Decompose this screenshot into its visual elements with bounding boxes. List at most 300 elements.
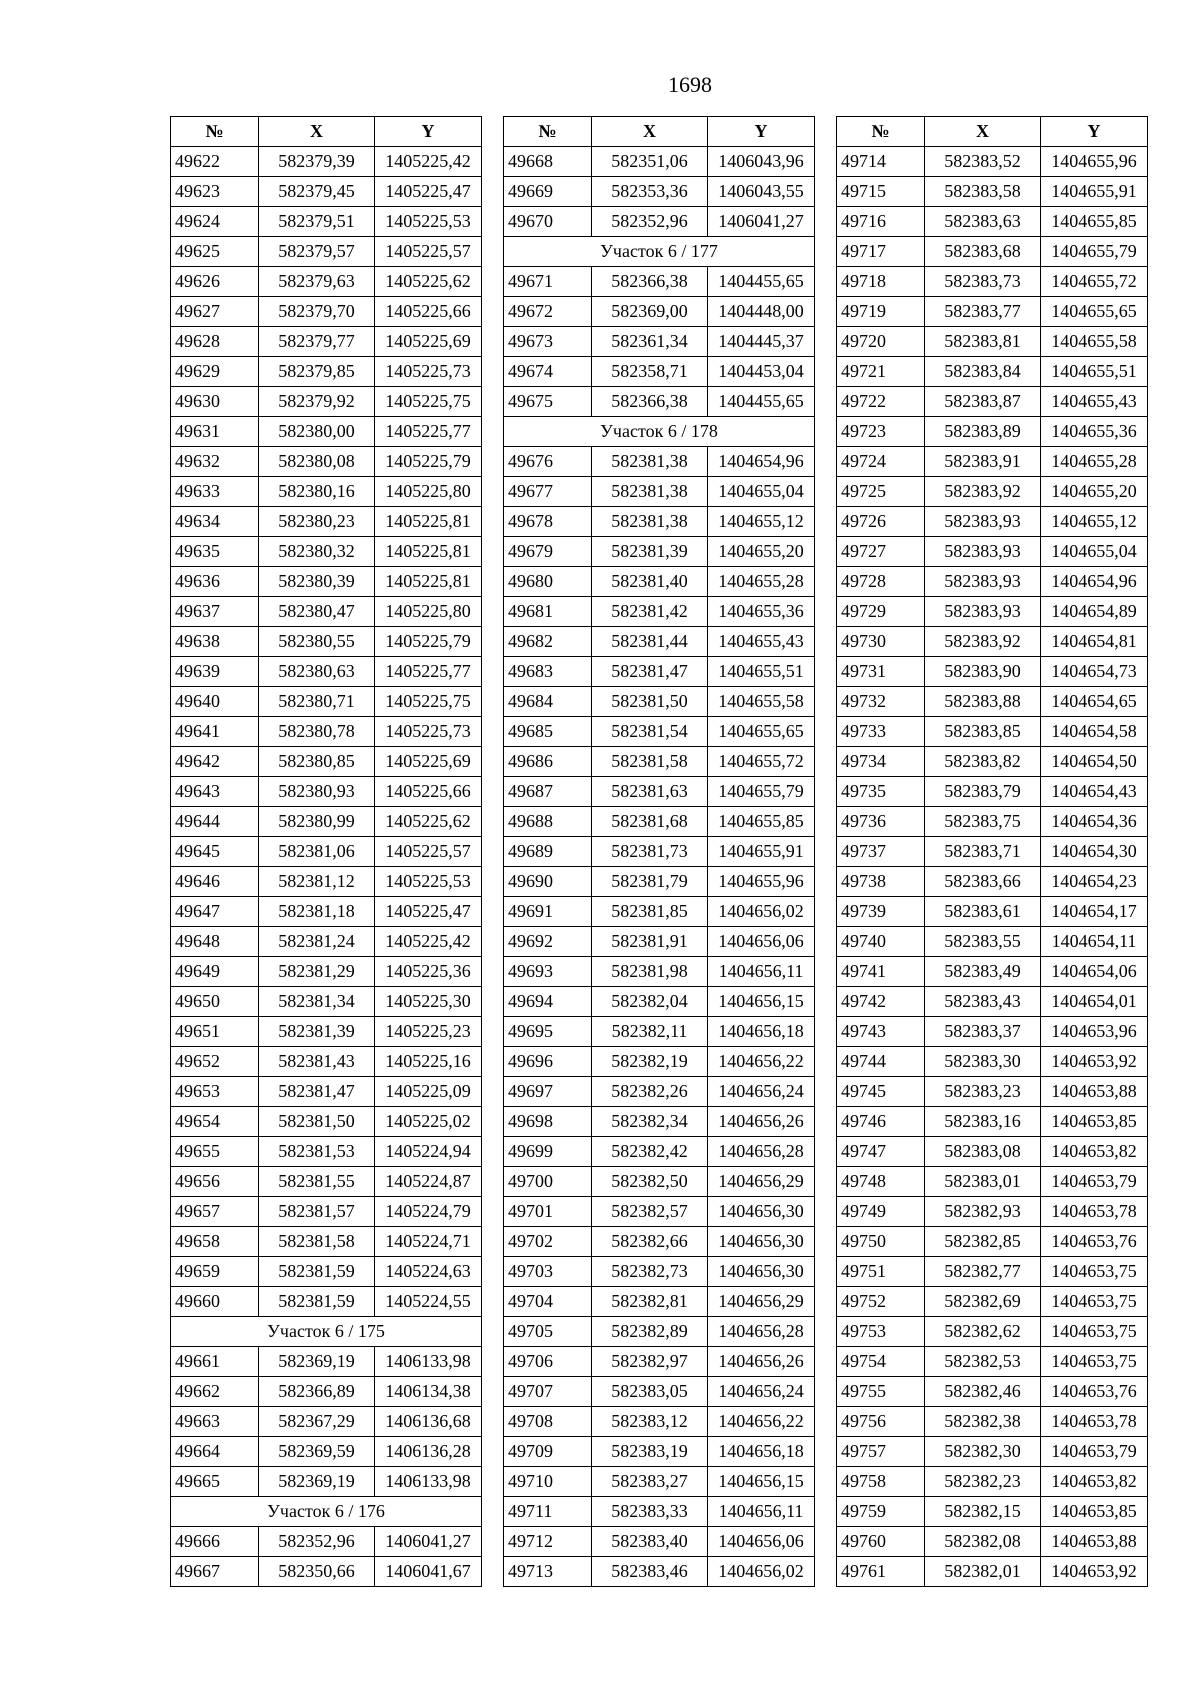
point-number: 49644 — [171, 807, 259, 837]
table-row — [837, 1407, 1148, 1437]
y-coordinate: 1404656,29 — [708, 1167, 815, 1197]
table-row — [837, 297, 1148, 327]
table-row — [837, 327, 1148, 357]
y-coordinate: 1404655,96 — [1041, 147, 1148, 177]
y-coordinate: 1404653,78 — [1041, 1197, 1148, 1227]
table-row — [171, 867, 482, 897]
table-row — [171, 1167, 482, 1197]
table-row — [837, 447, 1148, 477]
x-coordinate: 582380,32 — [259, 537, 375, 567]
x-coordinate: 582383,85 — [925, 717, 1041, 747]
y-coordinate: 1404653,79 — [1041, 1167, 1148, 1197]
x-coordinate: 582382,73 — [592, 1257, 708, 1287]
y-coordinate: 1405225,47 — [375, 897, 482, 927]
y-coordinate: 1404654,81 — [1041, 627, 1148, 657]
x-coordinate: 582383,16 — [925, 1107, 1041, 1137]
y-coordinate: 1404655,79 — [708, 777, 815, 807]
table-row — [504, 357, 815, 387]
x-coordinate: 582383,84 — [925, 357, 1041, 387]
y-coordinate: 1404653,85 — [1041, 1107, 1148, 1137]
x-coordinate: 582382,93 — [925, 1197, 1041, 1227]
point-number: 49681 — [504, 597, 592, 627]
table-row — [171, 477, 482, 507]
y-coordinate: 1405225,77 — [375, 417, 482, 447]
y-coordinate: 1404656,18 — [708, 1017, 815, 1047]
point-number: 49684 — [504, 687, 592, 717]
table-row — [504, 717, 815, 747]
x-coordinate: 582369,00 — [592, 297, 708, 327]
table-row — [504, 1407, 815, 1437]
y-coordinate: 1405225,36 — [375, 957, 482, 987]
table-row — [171, 597, 482, 627]
table-row — [171, 1137, 482, 1167]
x-coordinate: 582383,08 — [925, 1137, 1041, 1167]
x-coordinate: 582381,53 — [259, 1137, 375, 1167]
x-coordinate: 582381,38 — [592, 447, 708, 477]
x-coordinate: 582381,63 — [592, 777, 708, 807]
y-coordinate: 1405224,63 — [375, 1257, 482, 1287]
y-coordinate: 1405225,62 — [375, 807, 482, 837]
point-number: 49699 — [504, 1137, 592, 1167]
x-coordinate: 582382,30 — [925, 1437, 1041, 1467]
point-number: 49713 — [504, 1557, 592, 1587]
coordinate-table-1 — [170, 116, 482, 1587]
y-coordinate: 1406136,68 — [375, 1407, 482, 1437]
y-coordinate: 1404655,91 — [708, 837, 815, 867]
y-coordinate: 1404654,17 — [1041, 897, 1148, 927]
table-row — [504, 1017, 815, 1047]
y-coordinate: 1404655,28 — [1041, 447, 1148, 477]
x-coordinate: 582382,01 — [925, 1557, 1041, 1587]
x-coordinate: 582382,57 — [592, 1197, 708, 1227]
y-coordinate: 1404654,11 — [1041, 927, 1148, 957]
table-row — [171, 687, 482, 717]
table-row — [504, 867, 815, 897]
y-coordinate: 1404655,12 — [1041, 507, 1148, 537]
point-number: 49749 — [837, 1197, 925, 1227]
header-number: № — [837, 117, 925, 147]
y-coordinate: 1404656,15 — [708, 987, 815, 1017]
x-coordinate: 582379,63 — [259, 267, 375, 297]
table-row — [504, 627, 815, 657]
table-row — [171, 387, 482, 417]
point-number: 49650 — [171, 987, 259, 1017]
point-number: 49739 — [837, 897, 925, 927]
table-row — [171, 1527, 482, 1557]
table-row — [171, 327, 482, 357]
y-coordinate: 1404655,79 — [1041, 237, 1148, 267]
x-coordinate: 582380,78 — [259, 717, 375, 747]
y-coordinate: 1404656,28 — [708, 1137, 815, 1167]
x-coordinate: 582382,77 — [925, 1257, 1041, 1287]
table-row — [504, 807, 815, 837]
point-number: 49755 — [837, 1377, 925, 1407]
table-row — [504, 837, 815, 867]
header-number: № — [504, 117, 592, 147]
point-number: 49642 — [171, 747, 259, 777]
point-number: 49705 — [504, 1317, 592, 1347]
y-coordinate: 1405225,57 — [375, 837, 482, 867]
point-number: 49634 — [171, 507, 259, 537]
x-coordinate: 582353,36 — [592, 177, 708, 207]
point-number: 49669 — [504, 177, 592, 207]
table-row — [504, 267, 815, 297]
point-number: 49729 — [837, 597, 925, 627]
table-row — [504, 147, 815, 177]
point-number: 49636 — [171, 567, 259, 597]
x-coordinate: 582383,92 — [925, 627, 1041, 657]
x-coordinate: 582366,38 — [592, 387, 708, 417]
point-number: 49666 — [171, 1527, 259, 1557]
table-row — [837, 537, 1148, 567]
y-coordinate: 1406133,98 — [375, 1467, 482, 1497]
x-coordinate: 582380,55 — [259, 627, 375, 657]
y-coordinate: 1404448,00 — [708, 297, 815, 327]
table-row — [504, 987, 815, 1017]
y-coordinate: 1404656,22 — [708, 1407, 815, 1437]
x-coordinate: 582381,59 — [259, 1287, 375, 1317]
point-number: 49638 — [171, 627, 259, 657]
x-coordinate: 582383,12 — [592, 1407, 708, 1437]
y-coordinate: 1404654,43 — [1041, 777, 1148, 807]
table-row — [171, 1467, 482, 1497]
y-coordinate: 1404654,73 — [1041, 657, 1148, 687]
y-coordinate: 1404655,36 — [1041, 417, 1148, 447]
x-coordinate: 582383,23 — [925, 1077, 1041, 1107]
table-row — [171, 177, 482, 207]
y-coordinate: 1404656,22 — [708, 1047, 815, 1077]
point-number: 49631 — [171, 417, 259, 447]
point-number: 49708 — [504, 1407, 592, 1437]
point-number: 49639 — [171, 657, 259, 687]
x-coordinate: 582383,93 — [925, 537, 1041, 567]
point-number: 49665 — [171, 1467, 259, 1497]
y-coordinate: 1406133,98 — [375, 1347, 482, 1377]
point-number: 49670 — [504, 207, 592, 237]
table-row — [504, 297, 815, 327]
point-number: 49714 — [837, 147, 925, 177]
y-coordinate: 1404653,75 — [1041, 1347, 1148, 1377]
point-number: 49661 — [171, 1347, 259, 1377]
table-row — [504, 1377, 815, 1407]
y-coordinate: 1404653,75 — [1041, 1287, 1148, 1317]
point-number: 49747 — [837, 1137, 925, 1167]
table-row — [171, 297, 482, 327]
x-coordinate: 582361,34 — [592, 327, 708, 357]
y-coordinate: 1404653,85 — [1041, 1497, 1148, 1527]
point-number: 49707 — [504, 1377, 592, 1407]
table-row — [171, 267, 482, 297]
table-row — [837, 1467, 1148, 1497]
point-number: 49740 — [837, 927, 925, 957]
x-coordinate: 582383,55 — [925, 927, 1041, 957]
y-coordinate: 1404656,18 — [708, 1437, 815, 1467]
point-number: 49689 — [504, 837, 592, 867]
x-coordinate: 582380,23 — [259, 507, 375, 537]
x-coordinate: 582382,85 — [925, 1227, 1041, 1257]
point-number: 49700 — [504, 1167, 592, 1197]
point-number: 49651 — [171, 1017, 259, 1047]
table-row — [837, 177, 1148, 207]
point-number: 49640 — [171, 687, 259, 717]
y-coordinate: 1405224,87 — [375, 1167, 482, 1197]
point-number: 49725 — [837, 477, 925, 507]
point-number: 49723 — [837, 417, 925, 447]
point-number: 49753 — [837, 1317, 925, 1347]
y-coordinate: 1404655,96 — [708, 867, 815, 897]
x-coordinate: 582382,42 — [592, 1137, 708, 1167]
x-coordinate: 582381,38 — [592, 477, 708, 507]
x-coordinate: 582381,50 — [592, 687, 708, 717]
point-number: 49633 — [171, 477, 259, 507]
table-row — [171, 417, 482, 447]
y-coordinate: 1405225,80 — [375, 477, 482, 507]
point-number: 49678 — [504, 507, 592, 537]
x-coordinate: 582379,70 — [259, 297, 375, 327]
x-coordinate: 582381,47 — [259, 1077, 375, 1107]
x-coordinate: 582380,63 — [259, 657, 375, 687]
header-x: X — [592, 117, 708, 147]
y-coordinate: 1404654,36 — [1041, 807, 1148, 837]
x-coordinate: 582383,82 — [925, 747, 1041, 777]
x-coordinate: 582382,53 — [925, 1347, 1041, 1377]
point-number: 49663 — [171, 1407, 259, 1437]
y-coordinate: 1404655,85 — [708, 807, 815, 837]
y-coordinate: 1404653,92 — [1041, 1047, 1148, 1077]
table-row — [171, 987, 482, 1017]
y-coordinate: 1404656,06 — [708, 1527, 815, 1557]
x-coordinate: 582381,24 — [259, 927, 375, 957]
table-row — [171, 777, 482, 807]
y-coordinate: 1404654,96 — [1041, 567, 1148, 597]
point-number: 49698 — [504, 1107, 592, 1137]
x-coordinate: 582369,59 — [259, 1437, 375, 1467]
y-coordinate: 1405225,62 — [375, 267, 482, 297]
x-coordinate: 582381,06 — [259, 837, 375, 867]
point-number: 49696 — [504, 1047, 592, 1077]
point-number: 49741 — [837, 957, 925, 987]
table-row — [504, 1527, 815, 1557]
y-coordinate: 1405225,75 — [375, 387, 482, 417]
x-coordinate: 582380,71 — [259, 687, 375, 717]
point-number: 49722 — [837, 387, 925, 417]
point-number: 49703 — [504, 1257, 592, 1287]
point-number: 49721 — [837, 357, 925, 387]
table-row — [504, 1347, 815, 1377]
y-coordinate: 1404653,92 — [1041, 1557, 1148, 1587]
point-number: 49624 — [171, 207, 259, 237]
x-coordinate: 582379,57 — [259, 237, 375, 267]
table-row — [171, 1407, 482, 1437]
table-row — [171, 1107, 482, 1137]
y-coordinate: 1405225,79 — [375, 447, 482, 477]
x-coordinate: 582382,26 — [592, 1077, 708, 1107]
table-row — [171, 357, 482, 387]
y-coordinate: 1404656,30 — [708, 1197, 815, 1227]
table-row — [504, 567, 815, 597]
x-coordinate: 582358,71 — [592, 357, 708, 387]
x-coordinate: 582381,43 — [259, 1047, 375, 1077]
table-row — [171, 567, 482, 597]
x-coordinate: 582381,39 — [259, 1017, 375, 1047]
x-coordinate: 582383,46 — [592, 1557, 708, 1587]
point-number: 49701 — [504, 1197, 592, 1227]
y-coordinate: 1405225,47 — [375, 177, 482, 207]
header-y: Y — [1041, 117, 1148, 147]
x-coordinate: 582383,89 — [925, 417, 1041, 447]
x-coordinate: 582382,04 — [592, 987, 708, 1017]
coordinate-table-3 — [836, 116, 1148, 1587]
table-row — [504, 1317, 815, 1347]
y-coordinate: 1404655,36 — [708, 597, 815, 627]
point-number: 49734 — [837, 747, 925, 777]
table-row — [837, 1347, 1148, 1377]
table-row — [837, 867, 1148, 897]
point-number: 49693 — [504, 957, 592, 987]
x-coordinate: 582381,34 — [259, 987, 375, 1017]
table-row — [504, 1137, 815, 1167]
x-coordinate: 582381,68 — [592, 807, 708, 837]
y-coordinate: 1404653,76 — [1041, 1227, 1148, 1257]
y-coordinate: 1404653,88 — [1041, 1077, 1148, 1107]
point-number: 49649 — [171, 957, 259, 987]
point-number: 49694 — [504, 987, 592, 1017]
x-coordinate: 582379,77 — [259, 327, 375, 357]
point-number: 49727 — [837, 537, 925, 567]
point-number: 49757 — [837, 1437, 925, 1467]
x-coordinate: 582381,47 — [592, 657, 708, 687]
table-row — [837, 147, 1148, 177]
x-coordinate: 582380,00 — [259, 417, 375, 447]
point-number: 49630 — [171, 387, 259, 417]
y-coordinate: 1405225,53 — [375, 867, 482, 897]
section-row — [171, 1317, 482, 1347]
table-row — [837, 897, 1148, 927]
table-row — [504, 477, 815, 507]
x-coordinate: 582381,79 — [592, 867, 708, 897]
table-row — [171, 1227, 482, 1257]
y-coordinate: 1404656,26 — [708, 1347, 815, 1377]
point-number: 49706 — [504, 1347, 592, 1377]
y-coordinate: 1404654,01 — [1041, 987, 1148, 1017]
x-coordinate: 582381,40 — [592, 567, 708, 597]
point-number: 49646 — [171, 867, 259, 897]
table-row — [504, 747, 815, 777]
point-number: 49687 — [504, 777, 592, 807]
point-number: 49726 — [837, 507, 925, 537]
table-row — [171, 507, 482, 537]
x-coordinate: 582351,06 — [592, 147, 708, 177]
x-coordinate: 582382,11 — [592, 1017, 708, 1047]
y-coordinate: 1406041,27 — [708, 207, 815, 237]
point-number: 49677 — [504, 477, 592, 507]
table-row — [837, 207, 1148, 237]
table-row — [171, 897, 482, 927]
y-coordinate: 1404653,76 — [1041, 1377, 1148, 1407]
y-coordinate: 1404656,15 — [708, 1467, 815, 1497]
y-coordinate: 1404656,06 — [708, 927, 815, 957]
point-number: 49704 — [504, 1287, 592, 1317]
y-coordinate: 1405225,81 — [375, 507, 482, 537]
point-number: 49731 — [837, 657, 925, 687]
table-row — [504, 1467, 815, 1497]
x-coordinate: 582381,91 — [592, 927, 708, 957]
x-coordinate: 582382,46 — [925, 1377, 1041, 1407]
section-row — [171, 1497, 482, 1527]
table-row — [504, 657, 815, 687]
section-row — [504, 237, 815, 267]
x-coordinate: 582379,51 — [259, 207, 375, 237]
x-coordinate: 582383,01 — [925, 1167, 1041, 1197]
point-number: 49691 — [504, 897, 592, 927]
table-row — [171, 1047, 482, 1077]
x-coordinate: 582381,58 — [592, 747, 708, 777]
x-coordinate: 582383,92 — [925, 477, 1041, 507]
point-number: 49626 — [171, 267, 259, 297]
point-number: 49733 — [837, 717, 925, 747]
x-coordinate: 582381,57 — [259, 1197, 375, 1227]
table-row — [504, 687, 815, 717]
x-coordinate: 582382,97 — [592, 1347, 708, 1377]
table-row — [837, 1527, 1148, 1557]
point-number: 49645 — [171, 837, 259, 867]
x-coordinate: 582352,96 — [259, 1527, 375, 1557]
header-x: X — [259, 117, 375, 147]
x-coordinate: 582383,68 — [925, 237, 1041, 267]
y-coordinate: 1404656,24 — [708, 1077, 815, 1107]
x-coordinate: 582381,58 — [259, 1227, 375, 1257]
table-row — [171, 207, 482, 237]
y-coordinate: 1404656,11 — [708, 957, 815, 987]
point-number: 49754 — [837, 1347, 925, 1377]
table-row — [171, 1077, 482, 1107]
point-number: 49667 — [171, 1557, 259, 1587]
x-coordinate: 582381,44 — [592, 627, 708, 657]
x-coordinate: 582381,73 — [592, 837, 708, 867]
point-number: 49735 — [837, 777, 925, 807]
y-coordinate: 1404655,65 — [1041, 297, 1148, 327]
y-coordinate: 1406134,38 — [375, 1377, 482, 1407]
y-coordinate: 1404656,26 — [708, 1107, 815, 1137]
y-coordinate: 1404654,58 — [1041, 717, 1148, 747]
y-coordinate: 1404653,96 — [1041, 1017, 1148, 1047]
point-number: 49756 — [837, 1407, 925, 1437]
y-coordinate: 1404655,51 — [708, 657, 815, 687]
x-coordinate: 582366,38 — [592, 267, 708, 297]
y-coordinate: 1404453,04 — [708, 357, 815, 387]
y-coordinate: 1405225,42 — [375, 927, 482, 957]
y-coordinate: 1404655,58 — [708, 687, 815, 717]
y-coordinate: 1404655,72 — [1041, 267, 1148, 297]
x-coordinate: 582369,19 — [259, 1347, 375, 1377]
point-number: 49659 — [171, 1257, 259, 1287]
y-coordinate: 1404655,65 — [708, 717, 815, 747]
point-number: 49715 — [837, 177, 925, 207]
y-coordinate: 1405224,71 — [375, 1227, 482, 1257]
table-row — [504, 537, 815, 567]
x-coordinate: 582379,85 — [259, 357, 375, 387]
table-row — [171, 1557, 482, 1587]
table-row — [837, 987, 1148, 1017]
x-coordinate: 582381,55 — [259, 1167, 375, 1197]
point-number: 49709 — [504, 1437, 592, 1467]
x-coordinate: 582383,88 — [925, 687, 1041, 717]
table-row — [171, 1017, 482, 1047]
section-title: Участок 6 / 176 — [171, 1497, 482, 1527]
x-coordinate: 582383,49 — [925, 957, 1041, 987]
point-number: 49647 — [171, 897, 259, 927]
y-coordinate: 1404653,82 — [1041, 1467, 1148, 1497]
